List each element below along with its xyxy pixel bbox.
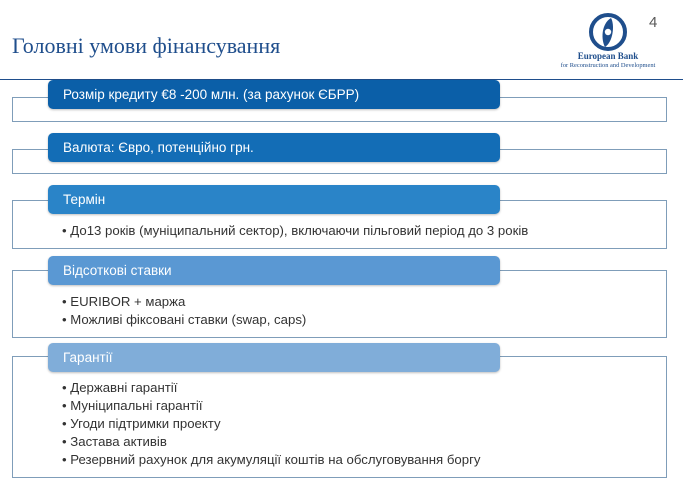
section-header-guarantees [48,343,500,372]
section-header-label: Валюта: Євро, потенційно грн. [63,140,254,155]
list-item: • До13 років (муніципальний сектор), включаючи пільговий період до 3 років [62,223,529,238]
section-header-currency [48,133,500,162]
list-item-text: Застава активів [70,434,167,449]
section-header-label: Відсоткові ставки [63,263,172,278]
logo-name: European Bank [577,51,639,61]
page-number: 4 [649,14,658,31]
list-item: • Резервний рахунок для акумуляції коштів на обслуговування боргу [62,452,481,467]
section-header-interest-rates [48,256,500,285]
list-item: • Застава активів [62,434,167,449]
section-header-label: Гарантії [63,350,113,365]
list-item: • Можливі фіксовані ставки (swap, caps) [62,312,307,327]
list-item-text: Резервний рахунок для акумуляції коштів на обслуговування боргу [70,452,481,467]
list-item-text: Муніципальні гарантії [70,398,203,413]
list-item-text: Угоди підтримки проекту [70,416,221,431]
slide-title: Головні умови фінансування [12,33,281,58]
section-body-term [62,222,528,240]
logo-subtitle: for Reconstruction and Development [560,62,656,69]
list-item-text: Державні гарантії [70,380,178,395]
ebrd-logo-icon [588,12,628,52]
list-item-text: EURIBOR + маржа [70,294,186,309]
section-body-interest-rates [62,293,306,329]
list-item: • EURIBOR + маржа [62,294,186,309]
section-header-label: Розмір кредиту €8 -200 млн. (за рахунок ЄБРР) [63,87,360,102]
list-item: • Угоди підтримки проекту [62,416,221,431]
section-header-label: Термін [63,192,106,207]
list-item-text: Можливі фіксовані ставки (swap, caps) [70,312,307,327]
list-item-text: До13 років (муніципальний сектор), включаючи пільговий період до 3 років [70,223,529,238]
list-item: • Державні гарантії [62,380,178,395]
section-body-guarantees [62,379,480,469]
section-header-term [48,185,500,214]
list-item: • Муніципальні гарантії [62,398,203,413]
ebrd-logo [552,12,664,74]
section-header-loan-size [48,80,500,109]
